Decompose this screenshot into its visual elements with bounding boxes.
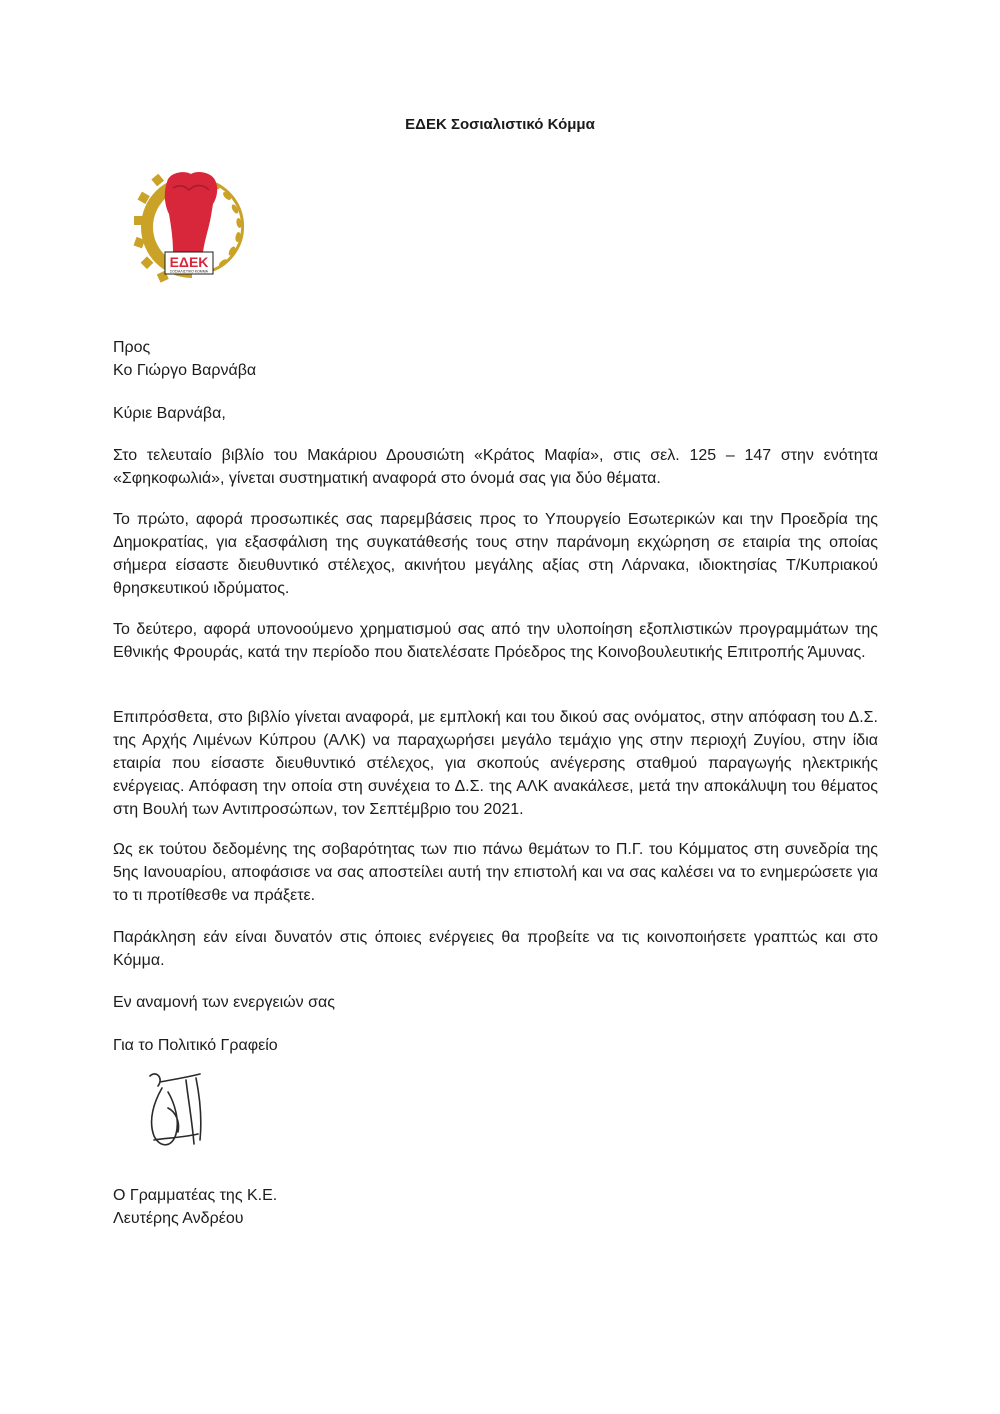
office-line: Για το Πολιτικό Γραφείο: [113, 1037, 278, 1054]
party-title: ΕΔΕΚ Σοσιαλιστικό Κόμμα: [405, 116, 595, 133]
signature-mark: [140, 1068, 215, 1153]
recipient-name: Κο Γιώργο Βαρνάβα: [113, 362, 257, 379]
paragraph-2: Το πρώτο, αφορά προσωπικές σας παρεμβάσεις προς το Υπουργείο Εσωτερικών και την Προεδρία της Δημοκρατίας, για εξασφάλιση της συγκατάθεσής τους στην παράνομη εκχώρηση σε εταιρία της οποίας σήμερα είσαστε διευθυντικό στέλεχος, ακινήτου μεγάλης αξίας στη Λάρνακα, ιδιοκτησίας Τ/Κυπριακού θρησκευτικού ιδρύματος.: [113, 511, 878, 597]
edek-logo: [133, 168, 251, 286]
salutation: Κύριε Βαρνάβα,: [113, 405, 226, 422]
paragraph-3: Το δεύτερο, αφορά υπονοούμενο χρηματισμού σας από την υλοποίηση εξοπλιστικών προγραμμάτων της Εθνικής Φρουράς, κατά την περίοδο που διατελέσατε Πρόεδρος της Κοινοβουλευτικής Επιτροπής Άμυνας.: [113, 621, 878, 661]
closing-line: Εν αναμονή των ενεργειών σας: [113, 994, 335, 1011]
paragraph-6: Παράκληση εάν είναι δυνατόν στις όποιες ενέργειες θα προβείτε να τις κοινοποιήσετε γραπτώς και στο Κόμμα.: [113, 929, 878, 969]
paragraph-1: Στο τελευταίο βιβλίο του Μακάριου Δρουσιώτη «Κράτος Μαφία», στις σελ. 125 – 147 στην ενότητα «Σφηκοφωλιά», γίνεται συστηματική αναφορά στο όνομά σας για δύο θέματα.: [113, 447, 878, 487]
logo-text: ΕΔΕΚ: [169, 254, 209, 270]
paragraph-5: Ως εκ τούτου δεδομένης της σοβαρότητας των πιο πάνω θεμάτων το Π.Γ. του Κόμματος στη συνεδρία της 5ης Ιανουαρίου, αποφάσισε να σας αποστείλει αυτή την επιστολή και να σας καλέσει να το ενημερώσετε για το τι προτίθεσθε να πράξετε.: [113, 841, 878, 904]
signatory-title: Ο Γραμματέας της Κ.Ε.: [113, 1187, 278, 1204]
signatory-name: Λευτέρης Ανδρέου: [113, 1210, 244, 1227]
recipient-block: [113, 336, 878, 382]
logo-subtext: ΣΟΣΙΑΛΙΣΤΙΚΟ ΚΟΜΜΑ: [170, 269, 208, 274]
recipient-to: Προς: [113, 339, 151, 356]
fist-icon: [165, 172, 217, 252]
paragraph-4: Επιπρόσθετα, στο βιβλίο γίνεται αναφορά, με εμπλοκή και του δικού σας ονόματος, στην απόφαση του Δ.Σ. της Αρχής Λιμένων Κύπρου (ΑΛΚ) να παραχωρήσει μεγάλο τεμάχιο γης στην περιοχή Ζυγίου, στην ίδια εταιρία που είσαστε διευθυντικό στέλεχος, για σκοπούς ανέγερσης σταθμού παραγωγής ηλεκτρικής ενέργειας. Απόφαση την οποία στη συνέχεια το Δ.Σ. της ΑΛΚ ανακάλεσε, μετά την αποκάλυψη του θέματος στη Βουλή των Αντιπροσώπων, τον Σεπτέμβριο του 2021.: [113, 709, 878, 818]
signatory-block: [113, 1184, 878, 1230]
